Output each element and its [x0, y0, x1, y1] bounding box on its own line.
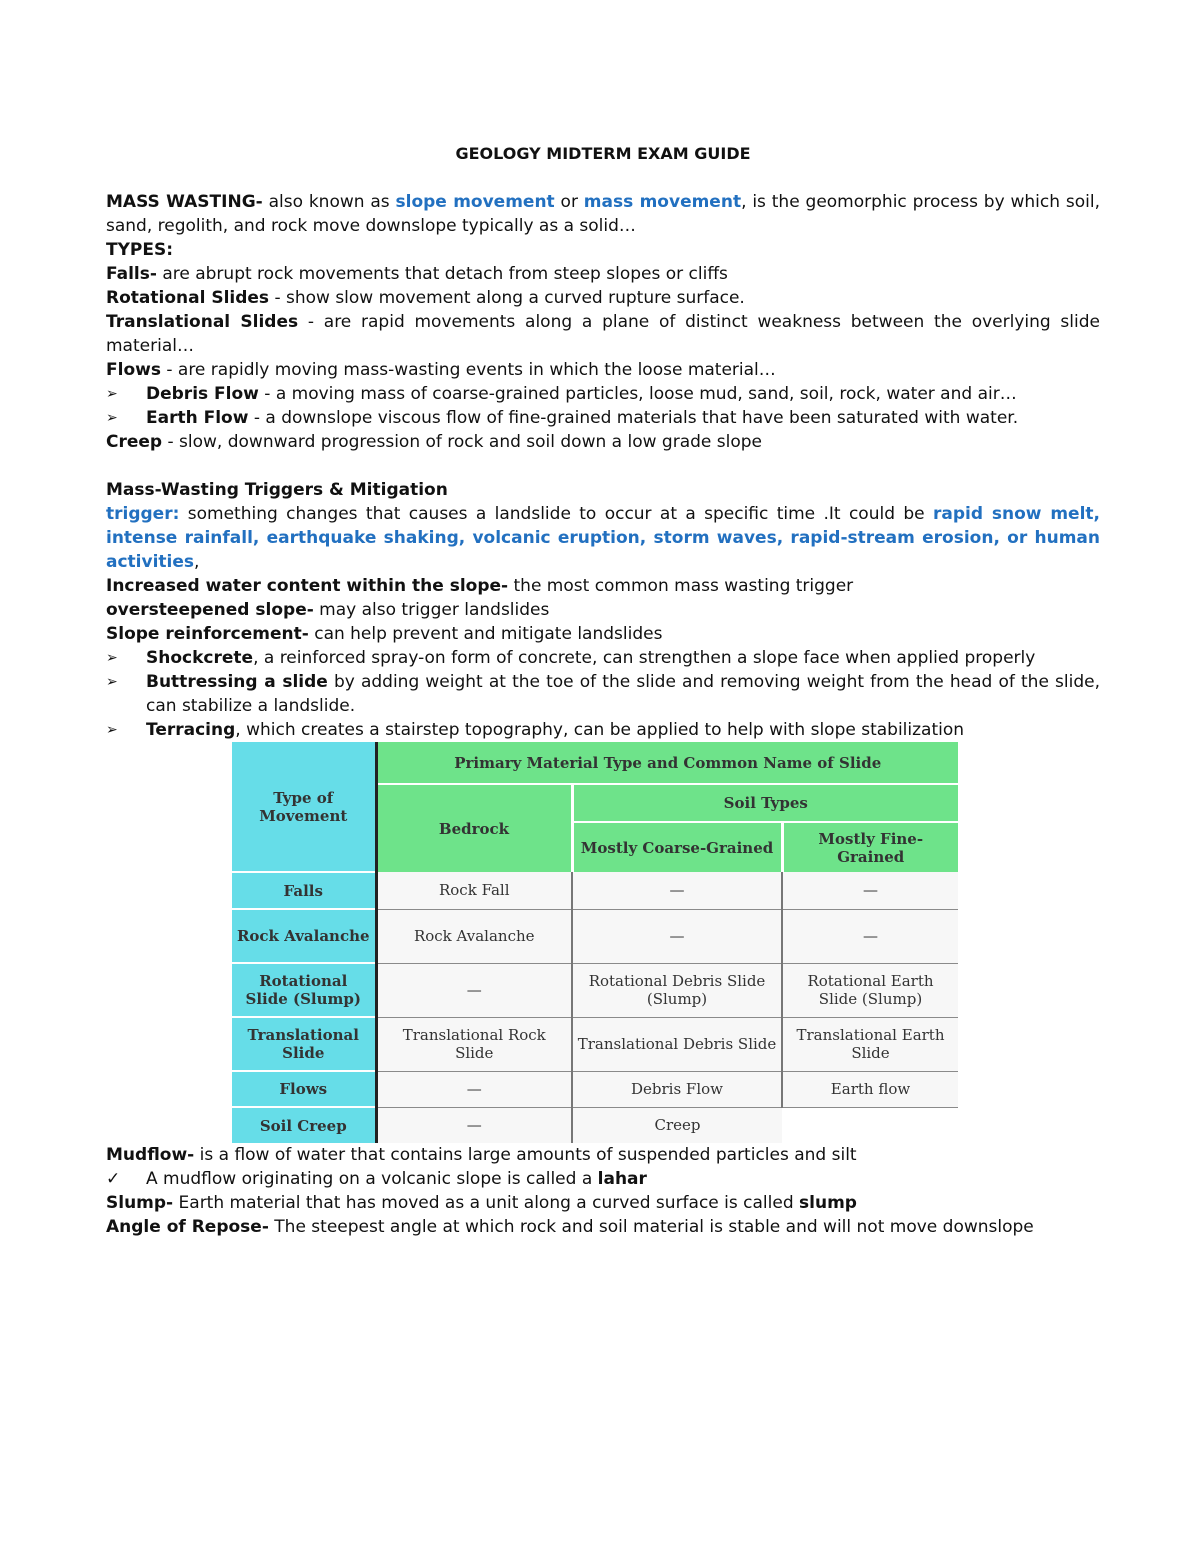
arrow-bullet-icon: ➢ [106, 674, 118, 690]
header-soil-types: Soil Types [572, 784, 958, 822]
slide-types-table [232, 742, 958, 1143]
def-water-content: Increased water content within the slope- the most common mass wasting trigger [106, 576, 854, 596]
arrow-bullet-icon: ➢ [106, 410, 118, 426]
table-row: Soil Creep — Creep [232, 1107, 958, 1143]
def-rotational-slides: Rotational Slides - show slow movement along a curved rupture surface. [106, 288, 745, 308]
def-flows: Flows - are rapidly moving mass-wasting events in which the loose material… [106, 360, 776, 380]
def-angle-of-repose: Angle of Repose- The steepest angle at which rock and soil material is stable and will not move downslope [106, 1217, 1034, 1237]
header-fine-grained: Mostly Fine-Grained [782, 822, 958, 872]
header-type-of-movement: Type of Movement [232, 742, 376, 872]
def-oversteepened-slope: oversteepened slope- may also trigger landslides [106, 600, 550, 620]
def-translational-slides: Translational Slides - are rapid movements along a plane of distinct weakness between the overlying slide material… [106, 312, 1100, 356]
table-row: Translational Slide Translational Rock Slide Translational Debris Slide Translational Earth Slide [232, 1017, 958, 1071]
slide-types-table-wrapper [232, 742, 958, 1143]
section-heading-triggers: Mass-Wasting Triggers & Mitigation [106, 480, 448, 500]
document-body [106, 142, 1100, 1239]
page-title: GEOLOGY MIDTERM EXAM GUIDE [455, 144, 751, 163]
trigger-list: rapid snow melt, intense rainfall, earthquake shaking, volcanic eruption, storm waves, rapid-stream erosion, or human activities [106, 504, 1101, 572]
mass-wasting-definition: MASS WASTING- also known as slope movement or mass movement, is the geomorphic process by which soil, sand, regolith, and rock move downslope typically as a solid… [106, 192, 1100, 236]
list-item-shockcrete: ➢ Shockcrete, a reinforced spray-on form of concrete, can strengthen a slope face when applied properly [106, 648, 1036, 668]
list-item-terracing: ➢ Terracing, which creates a stairstep topography, can be applied to help with slope stabilization [106, 720, 965, 740]
list-item-earth-flow: ➢ Earth Flow - a downslope viscous flow of fine-grained materials that have been saturated with water. [106, 408, 1019, 428]
def-creep: Creep - slow, downward progression of rock and soil down a low grade slope [106, 432, 762, 452]
list-item-buttressing: ➢ Buttressing a slide by adding weight at the toe of the slide and removing weight from the head of the slide, can stabilize a landslide. [106, 672, 1101, 716]
header-bedrock: Bedrock [376, 784, 572, 872]
list-item-lahar: ✓ A mudflow originating on a volcanic slope is called a lahar [106, 1169, 647, 1189]
def-trigger: trigger: something changes that causes a landslide to occur at a specific time .It could be rapid snow melt, intense rainfall, earthquake shaking, volcanic eruption, storm waves, rapid-stream erosion, or human activities, [106, 504, 1101, 572]
keyword-slope-movement: slope movement [395, 192, 555, 212]
table-row: Flows — Debris Flow Earth flow [232, 1071, 958, 1107]
table-row: Falls Rock Fall — — [232, 872, 958, 909]
table-row: Rotational Slide (Slump) — Rotational Debris Slide (Slump) Rotational Earth Slide (Slump) [232, 963, 958, 1017]
arrow-bullet-icon: ➢ [106, 722, 118, 738]
arrow-bullet-icon: ➢ [106, 386, 118, 402]
header-coarse-grained: Mostly Coarse-Grained [572, 822, 782, 872]
list-item-debris-flow: ➢ Debris Flow - a moving mass of coarse-grained particles, loose mud, sand, soil, rock, water and air… [106, 384, 1017, 404]
arrow-bullet-icon: ➢ [106, 650, 118, 666]
header-primary-material: Primary Material Type and Common Name of Slide [376, 742, 958, 784]
spacer [106, 454, 1100, 478]
def-mudflow: Mudflow- is a flow of water that contains large amounts of suspended particles and silt [106, 1145, 857, 1165]
keyword-mass-movement: mass movement [583, 192, 742, 212]
def-falls: Falls- are abrupt rock movements that detach from steep slopes or cliffs [106, 264, 728, 284]
types-label: TYPES: [106, 240, 174, 260]
def-slope-reinforcement: Slope reinforcement- can help prevent and mitigate landslides [106, 624, 663, 644]
checkmark-icon: ✓ [106, 1169, 121, 1189]
table-row: Rock Avalanche Rock Avalanche — — [232, 909, 958, 963]
term-mass-wasting: MASS WASTING- [106, 192, 263, 212]
def-slump: Slump- Earth material that has moved as a unit along a curved surface is called slump [106, 1193, 857, 1213]
